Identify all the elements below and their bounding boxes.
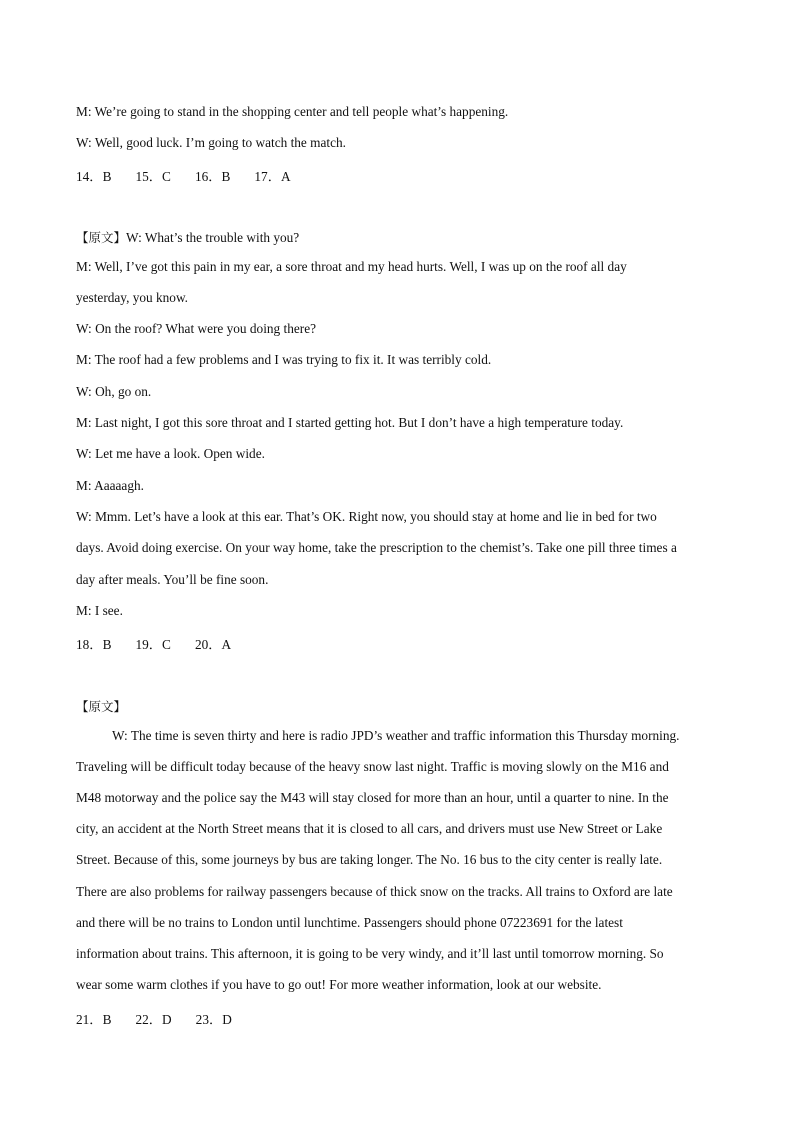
dialogue-line: W: Let me have a look. Open wide. <box>76 446 265 461</box>
dialogue-line: W: Oh, go on. <box>76 384 152 399</box>
answer-item: 23．D <box>195 1012 232 1027</box>
section-label: 【原文】 <box>76 230 127 245</box>
answer-item: 15．C <box>135 169 171 184</box>
dialogue-line: M: Aaaaagh. <box>76 478 144 493</box>
answer-row <box>76 166 291 185</box>
dialogue-line: M: Well, I’ve got this pain in my ear, a sore throat and my head hurts. Well, I was up on the roof all day <box>76 259 627 274</box>
answer-item: 16．B <box>194 169 231 184</box>
passage-line: Street. Because of this, some journeys by bus are taking longer. The No. 16 bus to the city center is really late. <box>76 852 663 867</box>
dialogue-line: W: On the roof? What were you doing there? <box>76 321 316 336</box>
dialogue-line: W: Well, good luck. I’m going to watch the match. <box>76 135 346 150</box>
dialogue-text: W: What’s the trouble with you? <box>126 230 300 245</box>
dialogue-line: M: I see. <box>76 603 123 618</box>
answer-row <box>76 634 231 653</box>
dialogue-line: days. Avoid doing exercise. On your way home, take the prescription to the chemist’s. Take one pill three times a <box>76 540 677 555</box>
answer-row <box>76 1009 232 1028</box>
dialogue-line: M: The roof had a few problems and I was trying to fix it. It was terribly cold. <box>76 352 492 367</box>
dialogue-line: yesterday, you know. <box>76 290 189 305</box>
dialogue-line <box>76 228 299 246</box>
answer-item: 14．B <box>76 169 112 184</box>
passage-line: wear some warm clothes if you have to go out! For more weather information, look at our website. <box>76 977 602 992</box>
passage-line: city, an accident at the North Street means that it is closed to all cars, and drivers must use New Street or Lake <box>76 821 663 836</box>
passage-line: There are also problems for railway passengers because of thick snow on the tracks. All trains to Oxford are late <box>76 884 673 899</box>
answer-item: 22．D <box>135 1012 172 1027</box>
answer-item: 20．A <box>194 637 232 652</box>
dialogue-line: W: Mmm. Let’s have a look at this ear. That’s OK. Right now, you should stay at home and lie in bed for two <box>76 509 657 524</box>
passage-line: Traveling will be difficult today because of the heavy snow last night. Traffic is moving slowly on the M16 and <box>76 759 669 774</box>
answer-item: 17．A <box>254 169 291 184</box>
passage-line: information about trains. This afternoon, it is going to be very windy, and it’ll last until tomorrow morning. So <box>76 946 664 961</box>
dialogue-line: M: Last night, I got this sore throat and I started getting hot. But I don’t have a high temperature today. <box>76 415 624 430</box>
answer-item: 21．B <box>76 1012 112 1027</box>
dialogue-line: M: We’re going to stand in the shopping center and tell people what’s happening. <box>76 104 509 119</box>
answer-item: 18．B <box>76 637 112 652</box>
dialogue-line: day after meals. You’ll be fine soon. <box>76 572 269 587</box>
answer-item: 19．C <box>135 637 171 652</box>
passage-line: and there will be no trains to London until lunchtime. Passengers should phone 07223691 for the latest <box>76 915 623 930</box>
passage-line: W: The time is seven thirty and here is radio JPD’s weather and traffic information this Thursday morning. <box>112 728 680 743</box>
passage-line: M48 motorway and the police say the M43 will stay closed for more than an hour, until a quarter to nine. In the <box>76 790 669 805</box>
section-label: 【原文】 <box>76 699 127 714</box>
